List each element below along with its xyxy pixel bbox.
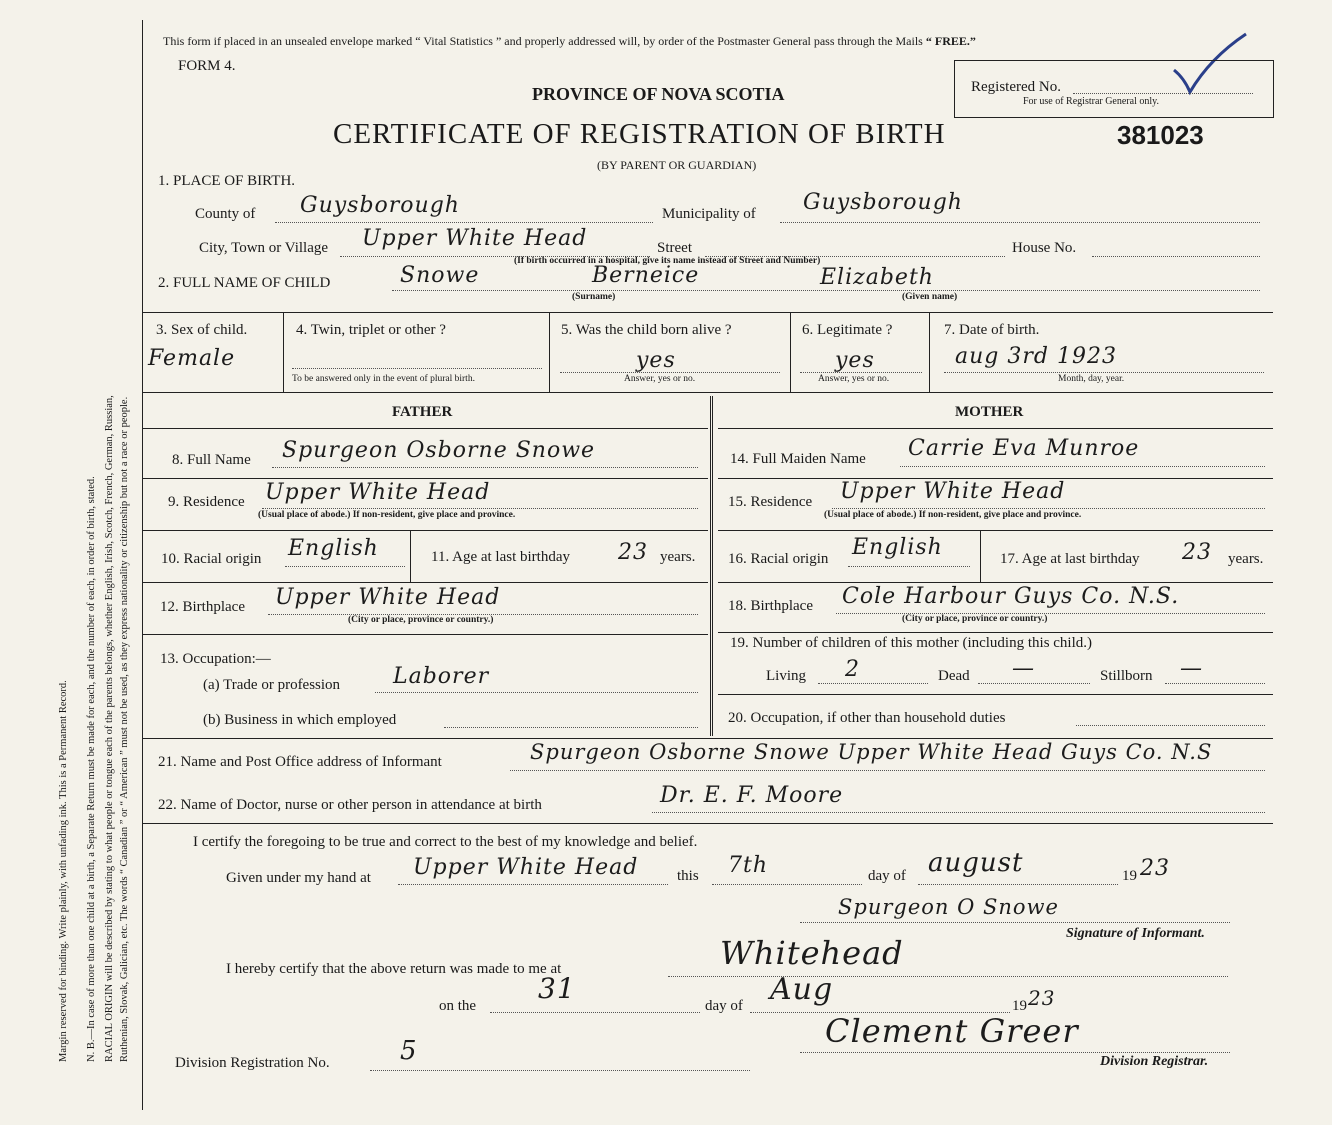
- margin-rule: [142, 20, 143, 1110]
- registrar-year: 23: [1028, 986, 1056, 1010]
- province-heading: PROVINCE OF NOVA SCOTIA: [532, 84, 785, 104]
- form-number: FORM 4.: [178, 58, 236, 74]
- street-label: Street: [657, 240, 692, 256]
- child-name-line: [392, 290, 1260, 291]
- registrar-day-of-label: day of: [705, 998, 743, 1014]
- mother-name-line: [900, 466, 1265, 467]
- father-residence-line: [262, 508, 698, 509]
- father-birthplace-note: (City or place, province or country.): [348, 615, 494, 625]
- mother-rule-3: [718, 582, 1273, 583]
- mother-rule-4: [718, 632, 1273, 633]
- dead-value: —: [1012, 656, 1035, 681]
- day-line: [712, 884, 862, 885]
- given-under-label: Given under my hand at: [226, 870, 371, 886]
- father-business-line: [444, 727, 698, 728]
- father-birthplace-label: 12. Birthplace: [160, 599, 245, 615]
- father-business-label: (b) Business in which employed: [203, 712, 397, 728]
- house-line: [1092, 256, 1260, 257]
- registered-note: For use of Registrar General only.: [1023, 96, 1159, 107]
- year-prefix: 19: [1122, 868, 1137, 884]
- mother-residence-value: Upper White Head: [840, 479, 1066, 504]
- margin-plural-birth-note: N. B.—In case of more than one child at a birth, a Separate Return must be made for each, and the number of each, in order of birth, stated.: [86, 476, 97, 1062]
- mother-birthplace-note: (City or place, province or country.): [902, 614, 1048, 624]
- mother-residence-label: 15. Residence: [728, 494, 813, 510]
- father-trade-value: Laborer: [393, 664, 490, 689]
- mother-rule-5: [718, 694, 1273, 695]
- month-line: [918, 884, 1118, 885]
- informant-label: 21. Name and Post Office address of Informant: [158, 754, 442, 770]
- twin-note: To be answered only in the event of plural birth.: [292, 374, 475, 384]
- alive-value: yes: [636, 348, 676, 373]
- month-value: august: [928, 848, 1024, 878]
- mother-age-value: 23: [1182, 540, 1212, 565]
- twin-line: [292, 368, 542, 369]
- mother-name-label: 14. Full Maiden Name: [730, 451, 866, 467]
- on-the-label: on the: [439, 998, 477, 1014]
- informant-signature-label: Signature of Informant.: [1066, 926, 1205, 941]
- registered-box: [954, 60, 1274, 118]
- legitimate-label: 6. Legitimate ?: [802, 322, 893, 338]
- mother-race-label: 16. Racial origin: [728, 551, 829, 567]
- mother-age-unit: years.: [1228, 551, 1264, 567]
- mother-race-line: [848, 566, 970, 567]
- certify-statement: I certify the foregoing to be true and correct to the best of my knowledge and belief.: [193, 834, 698, 850]
- father-birthplace-value: Upper White Head: [275, 585, 501, 610]
- father-rule-3: [143, 582, 708, 583]
- county-line: [275, 222, 653, 223]
- registrar-month: Aug: [770, 972, 834, 1007]
- living-line: [818, 683, 928, 684]
- postal-notice: This form if placed in an unsealed envelope marked “ Vital Statistics ” and properly addressed will, by order of the Postmaster General pass through the Mails “ FREE.”: [163, 34, 976, 48]
- father-residence-value: Upper White Head: [265, 480, 491, 505]
- box-divider-1: [283, 312, 284, 392]
- living-label: Living: [766, 668, 806, 684]
- day-value: 7th: [728, 853, 769, 878]
- dob-line: [944, 372, 1264, 373]
- box-divider-3: [790, 312, 791, 392]
- father-rule-2: [143, 530, 708, 531]
- box-divider-2: [549, 312, 550, 392]
- father-trade-line: [375, 692, 698, 693]
- father-residence-note: (Usual place of abode.) If non-resident, give place and province.: [258, 510, 516, 520]
- house-label: House No.: [1012, 240, 1077, 256]
- sex-label: 3. Sex of child.: [156, 322, 248, 338]
- columns-bottom-rule: [143, 738, 1273, 739]
- certificate-number: 381023: [1117, 120, 1204, 150]
- margin-binding-note: Margin reserved for binding. Write plainly, with unfading ink. This is a Permanent Record.: [58, 680, 69, 1062]
- dead-label: Dead: [938, 668, 970, 684]
- legitimate-note: Answer, yes or no.: [818, 374, 890, 384]
- free-label: “ FREE.”: [925, 34, 976, 48]
- living-value: 2: [845, 657, 860, 682]
- registrar-statement: I hereby certify that the above return was made to me at: [226, 961, 562, 977]
- mother-heading: MOTHER: [955, 404, 1024, 420]
- father-name-value: Spurgeon Osborne Snowe: [282, 438, 596, 463]
- legitimate-value: yes: [835, 348, 875, 373]
- father-occupation-label: 13. Occupation:—: [160, 651, 271, 667]
- stillborn-label: Stillborn: [1100, 668, 1153, 684]
- given-under-place: Upper White Head: [413, 855, 639, 880]
- division-registration-label: Division Registration No.: [175, 1055, 330, 1071]
- father-race-line: [285, 566, 405, 567]
- day-of-label: day of: [868, 868, 906, 884]
- year-value: 23: [1140, 856, 1170, 881]
- dob-note: Month, day, year.: [1058, 374, 1125, 384]
- registrar-place-line: [668, 976, 1228, 977]
- mother-race-divider: [980, 530, 981, 582]
- father-heading-rule: [143, 428, 708, 429]
- surname-note: (Surname): [572, 292, 616, 302]
- stillborn-line: [1165, 683, 1265, 684]
- county-value: Guysborough: [300, 193, 460, 218]
- given-place-line: [398, 884, 668, 885]
- city-value: Upper White Head: [362, 226, 588, 251]
- mother-children-label: 19. Number of children of this mother (including this child.): [730, 635, 1093, 651]
- dob-value: aug 3rd 1923: [955, 344, 1117, 369]
- street-note: (If birth occurred in a hospital, give its name instead of Street and Number): [514, 256, 821, 266]
- registrar-signature: Clement Greer: [825, 1012, 1079, 1050]
- father-name-label: 8. Full Name: [172, 452, 251, 468]
- division-registration-line: [370, 1070, 750, 1071]
- dead-line: [978, 683, 1090, 684]
- father-rule-4: [143, 634, 708, 635]
- mother-race-value: English: [852, 535, 943, 560]
- mother-name-value: Carrie Eva Munroe: [908, 436, 1140, 461]
- father-rule-1: [143, 478, 708, 479]
- box-divider-4: [929, 312, 930, 392]
- registered-label: Registered No.: [971, 79, 1061, 95]
- sex-value: Female: [148, 346, 236, 371]
- legitimate-line: [800, 372, 922, 373]
- father-race-label: 10. Racial origin: [161, 551, 262, 567]
- municipality-label: Municipality of: [662, 206, 756, 222]
- child-surname: Snowe: [400, 263, 480, 288]
- mother-occupation-line: [1076, 725, 1265, 726]
- alive-label: 5. Was the child born alive ?: [561, 322, 732, 338]
- mother-rule-2: [718, 530, 1273, 531]
- twin-label: 4. Twin, triplet or other ?: [296, 322, 446, 338]
- registrar-day: 31: [538, 972, 576, 1005]
- doctor-value: Dr. E. F. Moore: [660, 783, 844, 808]
- margin-racial-note-2: Ruthenian, Slovak, Galician, etc. The words “ Canadian ” or “ American ” must not be used, as they express nationality or citizenship but not a race or people.: [119, 396, 130, 1062]
- this-label: this: [677, 868, 699, 884]
- father-age-label: 11. Age at last birthday: [431, 549, 570, 565]
- subtitle: (BY PARENT OR GUARDIAN): [597, 158, 757, 172]
- division-registrar-label: Division Registrar.: [1100, 1054, 1209, 1069]
- alive-line: [560, 372, 780, 373]
- stillborn-value: —: [1180, 656, 1203, 681]
- mother-birthplace-line: [836, 613, 1265, 614]
- informant-signature-line: [800, 922, 1230, 923]
- mother-residence-line: [832, 508, 1265, 509]
- column-divider: [710, 396, 713, 736]
- boxes-bottom-rule: [143, 392, 1273, 393]
- registrar-year-prefix: 19: [1012, 998, 1027, 1014]
- child-middle-name: Elizabeth: [820, 265, 934, 290]
- registrar-day-line: [490, 1012, 700, 1013]
- father-residence-label: 9. Residence: [168, 494, 245, 510]
- father-race-value: English: [288, 536, 379, 561]
- father-age-value: 23: [618, 540, 648, 565]
- mother-occupation-label: 20. Occupation, if other than household duties: [728, 710, 1006, 726]
- registrar-signature-line: [800, 1052, 1230, 1053]
- given-name-note: (Given name): [902, 292, 958, 302]
- mother-residence-note: (Usual place of abode.) If non-resident, give place and province.: [824, 510, 1082, 520]
- mother-age-label: 17. Age at last birthday: [1000, 551, 1140, 567]
- doctor-label: 22. Name of Doctor, nurse or other person in attendance at birth: [158, 797, 542, 813]
- father-race-divider: [410, 530, 411, 582]
- father-heading: FATHER: [392, 404, 453, 420]
- division-registration-value: 5: [400, 1036, 418, 1066]
- child-name-label: 2. FULL NAME OF CHILD: [158, 275, 331, 291]
- certificate-title: CERTIFICATE OF REGISTRATION OF BIRTH: [333, 118, 946, 150]
- doctor-line: [652, 812, 1265, 813]
- city-label: City, Town or Village: [199, 240, 329, 256]
- mother-heading-rule: [718, 428, 1273, 429]
- place-of-birth-heading: 1. PLACE OF BIRTH.: [158, 173, 296, 189]
- father-age-unit: years.: [660, 549, 696, 565]
- child-given-name: Berneice: [592, 263, 700, 288]
- mother-birthplace-value: Cole Harbour Guys Co. N.S.: [842, 584, 1180, 609]
- municipality-line: [780, 222, 1260, 223]
- father-trade-label: (a) Trade or profession: [203, 677, 341, 693]
- registered-line: [1073, 93, 1253, 94]
- informant-line: [510, 770, 1265, 771]
- margin-racial-note-1: RACIAL ORIGIN will be described by stating to what people or tongue each of the parents belongs, whether English, Irish, Scotch, French, German, Russian,: [104, 395, 115, 1062]
- municipality-value: Guysborough: [803, 190, 963, 215]
- informant-value: Spurgeon Osborne Snowe Upper White Head Guys Co. N.S: [530, 740, 1213, 764]
- county-label: County of: [195, 206, 256, 222]
- father-name-line: [272, 467, 698, 468]
- mother-birthplace-label: 18. Birthplace: [728, 598, 813, 614]
- registrar-place: Whitehead: [720, 934, 904, 972]
- dob-label: 7. Date of birth.: [944, 322, 1040, 338]
- boxes-top-rule: [143, 312, 1273, 313]
- certification-rule: [143, 823, 1273, 824]
- alive-note: Answer, yes or no.: [624, 374, 696, 384]
- informant-signature: Spurgeon O Snowe: [838, 895, 1059, 919]
